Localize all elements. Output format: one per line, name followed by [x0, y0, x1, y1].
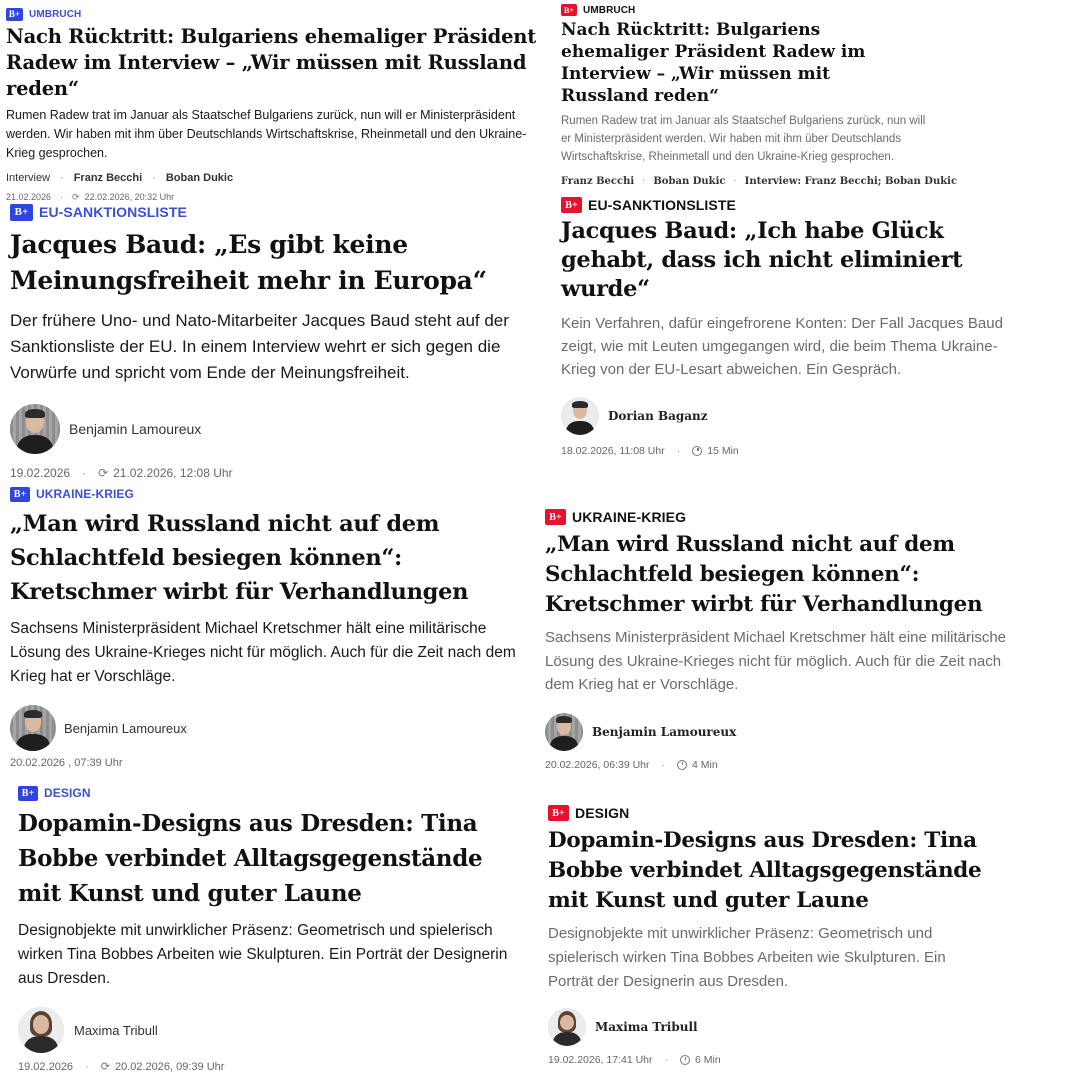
author-name[interactable]: Benjamin Lamoureux — [592, 724, 737, 739]
avatar[interactable] — [561, 397, 599, 435]
byline — [18, 1007, 528, 1053]
article-teaser: Designobjekte mit unwirklicher Präsenz: Geometrisch und spielerisch wirken Tina Bobbes Arbeiten wie Skulpturen. Ein Porträt der Designerin aus Dresden. — [18, 922, 508, 987]
article-meta — [545, 759, 1025, 771]
separator-dot: · — [60, 192, 64, 202]
separator-dot: · — [642, 176, 646, 187]
clock-icon — [677, 760, 687, 770]
separator-dot: · — [85, 1061, 89, 1073]
update-date: 21.02.2026, 12:08 Uhr — [113, 466, 233, 480]
left-article-eu-sanktionsliste[interactable] — [10, 202, 545, 480]
kicker — [561, 3, 941, 17]
publish-date: 20.02.2026 , 07:39 Uhr — [10, 757, 123, 769]
article-teaser: Rumen Radew trat im Januar als Staatschef Bulgariens zurück, nun will er Ministerpräsident werden. Wir haben mit ihm über Deutschlands Wirtschaftskrise, Rheinmetall und den Ukraine-Krieg gesprochen. — [561, 115, 926, 163]
avatar[interactable] — [10, 404, 60, 454]
author-name[interactable]: Boban Dukic — [653, 176, 726, 187]
kicker-label: DESIGN — [44, 786, 91, 800]
plus-badge-icon: B+ — [561, 197, 582, 213]
kicker-label: EU-SANKTIONSLISTE — [588, 197, 736, 213]
kicker — [18, 784, 528, 802]
kicker-label: EU-SANKTIONSLISTE — [39, 204, 187, 220]
byline — [545, 713, 1025, 751]
author-name[interactable]: Boban Dukic — [165, 172, 234, 184]
publish-date: 18.02.2026, 11:08 Uhr — [561, 445, 665, 457]
sync-icon: ⟳ — [98, 466, 109, 480]
separator-dot: · — [60, 172, 64, 184]
right-article-eu-sanktionsliste[interactable] — [561, 195, 1031, 457]
plus-badge-icon: B+ — [10, 487, 30, 502]
article-meta — [18, 1061, 528, 1073]
kicker-label: UKRAINE-KRIEG — [572, 509, 687, 525]
article-teaser: Sachsens Ministerpräsident Michael Kretschmer hält eine militärische Lösung des Ukraine-Krieges nicht für möglich. Auch für die Zeit nach dem Krieg hat er Vorschläge. — [545, 629, 1007, 693]
avatar[interactable] — [545, 713, 583, 751]
publish-date: 19.02.2026 — [18, 1061, 74, 1073]
left-article-design[interactable] — [18, 784, 528, 1073]
kicker-label: UKRAINE-KRIEG — [36, 487, 134, 501]
avatar[interactable] — [18, 1007, 64, 1053]
article-headline[interactable]: Jacques Baud: „Es gibt keine Meinungsfreiheit mehr in Europa“ — [10, 230, 487, 295]
author-name[interactable]: Maxima Tribull — [595, 1020, 698, 1034]
author-name[interactable]: Benjamin Lamoureux — [69, 421, 202, 437]
byline — [561, 397, 1031, 435]
clock-icon — [692, 446, 702, 456]
article-meta — [10, 757, 530, 769]
separator-dot: · — [676, 445, 681, 457]
separator-dot: · — [733, 176, 737, 187]
author-name[interactable]: Franz Becchi — [73, 172, 143, 184]
plus-badge-icon: B+ — [18, 786, 38, 801]
clock-icon — [680, 1055, 690, 1065]
article-headline[interactable]: „Man wird Russland nicht auf dem Schlachtfeld besiegen können“: Kretschmer wirbt für Verhandlungen — [545, 532, 983, 617]
left-article-ukraine-krieg[interactable] — [10, 485, 530, 769]
plus-badge-icon: B+ — [545, 509, 566, 525]
article-headline[interactable]: Dopamin-Designs aus Dresden: Tina Bobbe verbindet Alltagsgegenstände mit Kunst und guter Laune — [548, 828, 982, 913]
plus-badge-icon: B+ — [561, 4, 577, 16]
byline — [561, 176, 958, 187]
kicker — [545, 507, 1025, 527]
separator-dot: · — [82, 466, 87, 480]
update-date: 22.02.2026, 20:32 Uhr — [84, 192, 175, 202]
author-name[interactable]: Maxima Tribull — [74, 1022, 158, 1038]
article-headline[interactable]: Jacques Baud: „Ich habe Glück gehabt, dass ich nicht eliminiert wurde“ — [561, 218, 963, 302]
kicker — [6, 6, 551, 22]
publish-date: 20.02.2026, 06:39 Uhr — [545, 758, 650, 771]
author-name[interactable]: Franz Becchi — [561, 176, 635, 187]
publish-date: 19.02.2026, 17:41 Uhr — [548, 1054, 653, 1066]
article-headline[interactable]: Dopamin-Designs aus Dresden: Tina Bobbe verbindet Alltagsgegenstände mit Kunst und guter Laune — [18, 810, 483, 907]
interview-credit: Interview: Franz Becchi; Boban Dukic — [744, 176, 958, 187]
article-headline[interactable]: Nach Rücktritt: Bulgariens ehemaliger Präsident Radew im Interview – „Wir müssen mit Russland reden“ — [561, 20, 866, 106]
article-teaser: Designobjekte mit unwirklicher Präsenz: Geometrisch und spielerisch wirken Tina Bobbes Arbeiten wie Skulpturen. Ein Porträt der Designerin aus Dresden. — [548, 925, 946, 990]
plus-badge-icon: B+ — [6, 8, 23, 21]
kicker — [10, 202, 545, 222]
article-teaser: Der frühere Uno- und Nato-Mitarbeiter Jacques Baud steht auf der Sanktionsliste der EU. In einem Interview wehrt er sich gegen die Vorwürfe und spricht vom Ende der Meinungsfreiheit. — [10, 311, 509, 382]
right-article-umbruch[interactable] — [561, 3, 958, 187]
plus-badge-icon: B+ — [548, 805, 569, 821]
kicker-label: DESIGN — [575, 805, 630, 821]
right-article-design[interactable] — [548, 803, 1028, 1066]
kicker — [10, 485, 530, 503]
byline — [10, 705, 530, 751]
article-teaser: Rumen Radew trat im Januar als Staatschef Bulgariens zurück, nun will er Ministerpräsident werden. Wir haben mit ihm über Deutschlands Wirtschaftskrise, Rheinmetall und den Ukraine-Krieg gesprochen. — [6, 108, 527, 160]
article-headline[interactable]: „Man wird Russland nicht auf dem Schlachtfeld besiegen können“: Kretschmer wirbt für Verhandlungen — [10, 511, 469, 605]
byline — [6, 172, 551, 184]
read-time: 15 Min — [707, 445, 739, 457]
read-time: 4 Min — [692, 758, 718, 771]
kicker — [561, 195, 1031, 215]
update-date: 20.02.2026, 09:39 Uhr — [114, 1061, 225, 1073]
avatar[interactable] — [548, 1008, 586, 1046]
article-meta — [548, 1054, 1028, 1066]
kicker — [548, 803, 1028, 823]
kicker-label: UMBRUCH — [583, 4, 636, 16]
separator-dot: · — [661, 758, 665, 771]
article-meta — [561, 445, 1031, 457]
right-article-ukraine-krieg[interactable] — [545, 507, 1025, 771]
left-article-umbruch[interactable] — [6, 6, 551, 202]
publish-date: 19.02.2026 — [10, 466, 71, 480]
byline — [548, 1008, 1028, 1046]
article-type: Interview — [6, 172, 51, 184]
sync-icon: ⟳ — [100, 1060, 110, 1073]
article-meta — [6, 192, 551, 202]
article-headline[interactable]: Nach Rücktritt: Bulgariens ehemaliger Präsident Radew im Interview – „Wir müssen mit Russland reden“ — [6, 25, 537, 100]
author-name[interactable]: Benjamin Lamoureux — [64, 720, 187, 736]
article-teaser: Sachsens Ministerpräsident Michael Kretschmer hält eine militärische Lösung des Ukraine-Krieges nicht für möglich. Auch für die Zeit nach dem Krieg hat er Vorschläge. — [10, 620, 516, 685]
publish-date: 21.02.2026 — [6, 192, 52, 202]
read-time: 6 Min — [695, 1054, 721, 1066]
sync-icon: ⟳ — [72, 191, 80, 202]
plus-badge-icon: B+ — [10, 204, 33, 221]
article-meta — [10, 466, 545, 480]
avatar[interactable] — [10, 705, 56, 751]
separator-dot: · — [664, 1054, 668, 1066]
kicker-label: UMBRUCH — [29, 8, 82, 20]
byline — [10, 404, 545, 454]
author-name[interactable]: Dorian Baganz — [608, 409, 708, 423]
separator-dot: · — [152, 172, 156, 184]
article-teaser: Kein Verfahren, dafür eingefrorene Konten: Der Fall Jacques Baud zeigt, wie mit Leuten umgegangen wird, die beim Thema Ukraine-Krieg von der EU-Lesart abweichen. Ein Gespräch. — [561, 315, 1003, 378]
